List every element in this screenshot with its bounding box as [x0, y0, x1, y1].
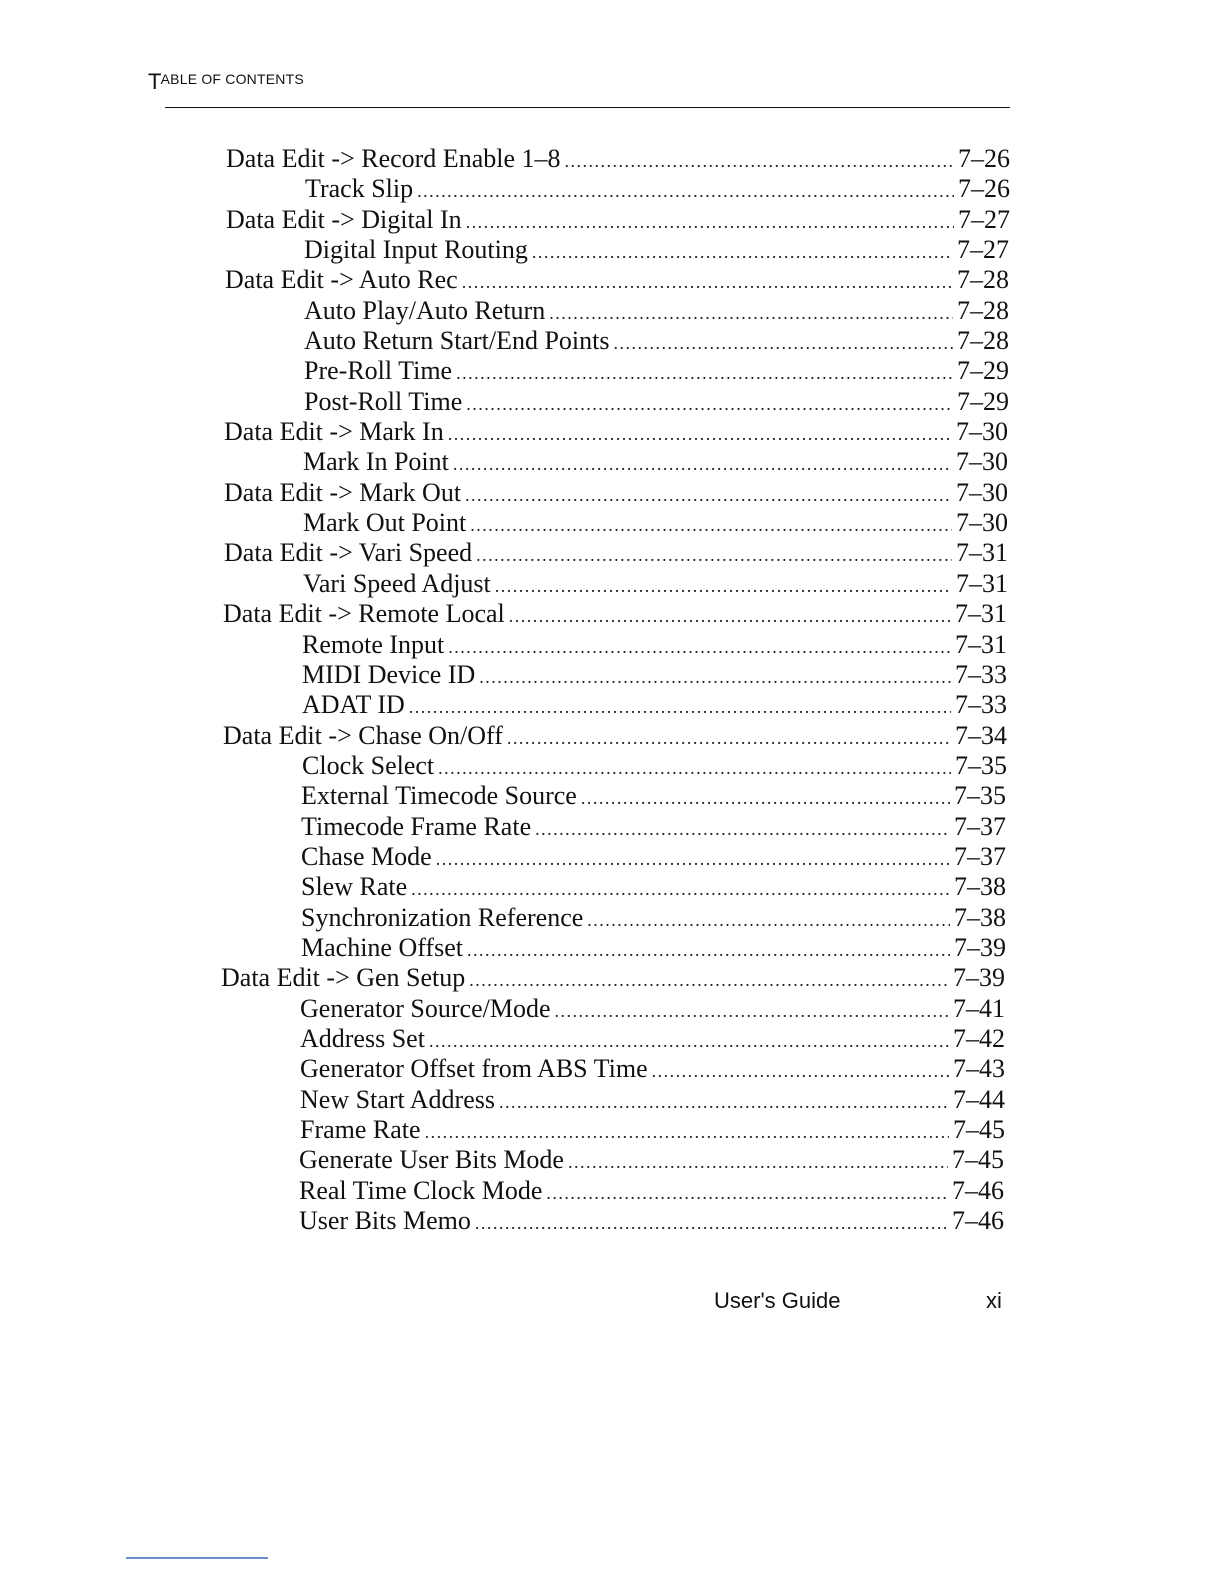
toc-entry-page: 7–37 [954, 841, 1006, 871]
toc-entry[interactable] [0, 387, 1009, 417]
toc-entry-title: Real Time Clock Mode [299, 1175, 543, 1205]
toc-entry-page: 7–42 [953, 1023, 1005, 1053]
toc-dot-leader [535, 814, 950, 844]
toc-dot-leader [448, 632, 951, 662]
toc-entry-title: Pre-Roll Time [304, 356, 453, 386]
toc-entry-page: 7–39 [953, 963, 1005, 993]
toc-entry[interactable] [0, 660, 1007, 690]
toc-entry-title: Post-Roll Time [304, 386, 463, 416]
toc-dot-leader [448, 419, 952, 449]
toc-entry-page: 7–38 [954, 872, 1006, 902]
toc-dot-leader [462, 267, 953, 297]
toc-entry-title: Auto Return Start/End Points [304, 326, 610, 356]
footer-page-number: xi [986, 1288, 1002, 1313]
toc-entry[interactable] [0, 205, 1010, 235]
toc-entry-title: Address Set [300, 1023, 425, 1053]
toc-entry-title: ADAT ID [302, 690, 405, 720]
toc-entry-page: 7–29 [957, 386, 1009, 416]
toc-entry[interactable] [0, 872, 1006, 902]
toc-entry-page: 7–31 [956, 538, 1008, 568]
toc-entry[interactable] [0, 296, 1009, 326]
toc-entry-page: 7–26 [958, 144, 1010, 173]
toc-entry-page: 7–28 [957, 295, 1009, 325]
toc-entry-page: 7–39 [954, 932, 1006, 962]
toc-entry-title: Generator Source/Mode [300, 993, 551, 1023]
toc-entry-title: Data Edit -> Chase On/Off [223, 720, 503, 750]
toc-dot-leader [587, 905, 950, 935]
toc-entry[interactable] [0, 903, 1006, 933]
toc-entry[interactable] [0, 1024, 1005, 1054]
toc-entry[interactable] [0, 538, 1008, 568]
running-header [148, 64, 1008, 94]
toc-dot-leader [614, 328, 954, 358]
toc-entry-page: 7–26 [958, 174, 1010, 204]
toc-dot-leader [475, 1208, 948, 1238]
toc-dot-leader [467, 935, 950, 965]
toc-entry-page: 7–28 [957, 326, 1009, 356]
header-rule [165, 107, 1010, 108]
toc-entry[interactable] [0, 933, 1006, 963]
toc-entry-page: 7–27 [958, 204, 1010, 234]
toc-entry[interactable] [0, 1145, 1004, 1175]
toc-entry-page: 7–45 [953, 1115, 1005, 1144]
toc-dot-leader [499, 1087, 949, 1117]
toc-dot-leader [425, 1117, 949, 1147]
toc-dot-leader [456, 358, 953, 388]
toc-dot-leader [652, 1056, 949, 1086]
toc-entry[interactable] [0, 569, 1008, 599]
toc-dot-leader [409, 692, 951, 722]
toc-dot-leader [555, 996, 949, 1026]
toc-entry-page: 7–34 [955, 720, 1007, 750]
toc-dot-leader [549, 298, 953, 328]
toc-entry-page: 7–33 [955, 659, 1007, 689]
toc-entry-page: 7–28 [957, 265, 1009, 295]
toc-entry-title: User Bits Memo [299, 1206, 471, 1236]
toc-entry-page: 7–37 [954, 811, 1006, 841]
toc-entry-title: New Start Address [300, 1084, 495, 1114]
toc-entry[interactable] [0, 417, 1008, 447]
toc-entry[interactable] [0, 174, 1010, 204]
toc-entry-title: Generate User Bits Mode [299, 1145, 564, 1175]
toc-entry[interactable] [0, 721, 1007, 751]
toc-entry-title: Mark In Point [303, 447, 449, 477]
toc-entry[interactable] [0, 326, 1009, 356]
toc-dot-leader [411, 874, 950, 904]
toc-dot-leader [465, 480, 952, 510]
toc-entry[interactable] [0, 963, 1005, 993]
toc-entry-title: Vari Speed Adjust [303, 568, 491, 598]
bottom-rule [126, 1557, 268, 1559]
toc-entry[interactable] [0, 1176, 1004, 1206]
toc-entry-title: MIDI Device ID [302, 659, 476, 689]
toc-entry[interactable] [0, 447, 1008, 477]
toc-dot-leader [438, 753, 951, 783]
toc-dot-leader [532, 237, 953, 267]
toc-entry[interactable] [0, 751, 1007, 781]
toc-entry-title: Data Edit -> Auto Rec [225, 265, 458, 295]
toc-entry[interactable] [0, 1054, 1005, 1084]
toc-entry-title: Auto Play/Auto Return [304, 295, 546, 325]
toc-entry[interactable] [0, 356, 1009, 386]
toc-entry[interactable] [0, 630, 1007, 660]
toc-entry-title: Slew Rate [301, 872, 408, 902]
toc-entry-title: Chase Mode [301, 841, 432, 871]
toc-entry-page: 7–31 [956, 568, 1008, 598]
toc-dot-leader [565, 146, 955, 176]
toc-entry-page: 7–30 [956, 417, 1008, 447]
toc-dot-leader [469, 965, 949, 995]
toc-entry-page: 7–41 [953, 993, 1005, 1023]
toc-entry-title: Digital Input Routing [304, 235, 528, 265]
toc-dot-leader [546, 1178, 948, 1208]
toc-dot-leader [476, 540, 952, 570]
toc-entry-title: Data Edit -> Remote Local [223, 599, 505, 629]
footer-guide-title: User's Guide [714, 1288, 841, 1313]
toc-dot-leader [568, 1147, 948, 1177]
toc-entry[interactable] [0, 812, 1006, 842]
toc-dot-leader [581, 783, 950, 813]
toc-entry-page: 7–31 [955, 629, 1007, 659]
toc-entry-title: Clock Select [302, 750, 435, 780]
toc-entry[interactable] [0, 144, 1010, 174]
toc-entry[interactable] [0, 508, 1008, 538]
toc-entry-page: 7–35 [954, 781, 1006, 811]
toc-entry-title: Data Edit -> Vari Speed [224, 538, 473, 568]
toc-entry-page: 7–45 [952, 1145, 1004, 1175]
toc-entry-page: 7–43 [953, 1054, 1005, 1084]
toc-entry-title: Data Edit -> Gen Setup [221, 963, 466, 993]
toc-entry-title: Mark Out Point [303, 508, 467, 538]
toc-entry-page: 7–33 [955, 690, 1007, 720]
toc-entry-title: Data Edit -> Mark Out [224, 477, 462, 507]
running-header-text: ABLE OF CONTENTS [160, 71, 304, 87]
toc-entry-page: 7–27 [957, 235, 1009, 265]
toc-dot-leader [436, 844, 950, 874]
toc-entry-title: Data Edit -> Digital In [226, 204, 462, 234]
running-header-initial: T [148, 69, 162, 94]
toc-entry-page: 7–31 [955, 599, 1007, 629]
table-of-contents [0, 144, 1224, 1236]
toc-entry-title: Frame Rate [300, 1115, 421, 1144]
toc-entry-page: 7–46 [952, 1206, 1004, 1236]
toc-entry[interactable] [0, 994, 1005, 1024]
toc-entry-title: Generator Offset from ABS Time [300, 1054, 648, 1084]
toc-entry-title: Track Slip [305, 174, 414, 204]
toc-dot-leader [453, 449, 952, 479]
toc-entry[interactable] [0, 690, 1007, 720]
toc-entry-page: 7–29 [957, 356, 1009, 386]
toc-entry[interactable] [0, 1085, 1005, 1115]
toc-entry-title: Timecode Frame Rate [301, 811, 532, 841]
toc-entry-title: External Timecode Source [301, 781, 577, 811]
toc-dot-leader [466, 207, 954, 237]
toc-entry-title: Synchronization Reference [301, 902, 584, 932]
toc-dot-leader [509, 601, 951, 631]
toc-entry-page: 7–30 [956, 447, 1008, 477]
toc-entry[interactable] [0, 781, 1006, 811]
toc-dot-leader [417, 176, 954, 206]
toc-entry[interactable] [0, 599, 1007, 629]
toc-dot-leader [429, 1026, 949, 1056]
toc-dot-leader [466, 389, 953, 419]
toc-entry-title: Data Edit -> Mark In [224, 417, 444, 447]
toc-entry[interactable] [0, 1115, 1005, 1145]
toc-dot-leader [495, 571, 952, 601]
toc-dot-leader [507, 723, 951, 753]
toc-entry-page: 7–30 [956, 508, 1008, 538]
toc-entry[interactable] [0, 1206, 1004, 1236]
toc-entry-title: Data Edit -> Record Enable 1–8 [226, 144, 561, 173]
toc-entry[interactable] [0, 842, 1006, 872]
toc-entry[interactable] [0, 478, 1008, 508]
toc-entry[interactable] [0, 265, 1009, 295]
toc-entry-page: 7–46 [952, 1175, 1004, 1205]
toc-dot-leader [470, 510, 952, 540]
toc-entry-page: 7–30 [956, 477, 1008, 507]
toc-entry-page: 7–38 [954, 902, 1006, 932]
toc-entry[interactable] [0, 235, 1009, 265]
toc-entry-title: Remote Input [302, 629, 445, 659]
toc-entry-page: 7–44 [953, 1084, 1005, 1114]
toc-entry-page: 7–35 [955, 750, 1007, 780]
toc-entry-title: Machine Offset [301, 932, 463, 962]
toc-dot-leader [479, 662, 951, 692]
